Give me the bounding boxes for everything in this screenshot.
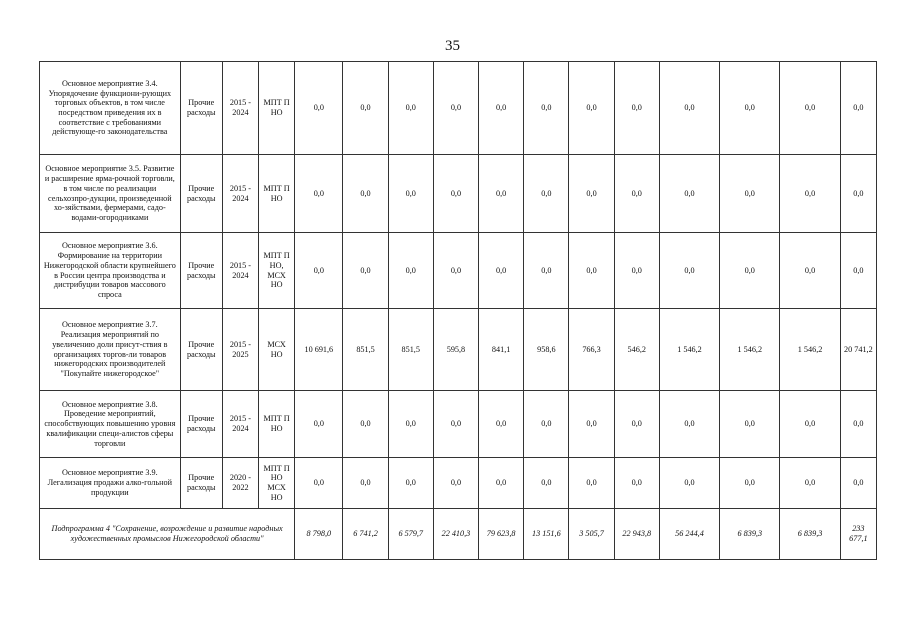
value-cell: 0,0 (614, 458, 659, 509)
table-row (40, 391, 877, 458)
value-cell: 0,0 (720, 233, 780, 309)
value-cell: 851,5 (388, 309, 433, 391)
value-cell: 0,0 (388, 458, 433, 509)
executor: МПТ П НО, МСХ НО (259, 233, 295, 309)
value-cell: 851,5 (343, 309, 388, 391)
value-cell: 0,0 (614, 233, 659, 309)
subprogram-value-cell: 8 798,0 (295, 509, 343, 560)
expense-type: Прочие расходы (180, 155, 222, 233)
value-cell: 0,0 (780, 62, 840, 155)
value-cell: 0,0 (659, 155, 719, 233)
value-cell: 595,8 (433, 309, 478, 391)
value-cell: 0,0 (433, 155, 478, 233)
subprogram-value-cell: 6 741,2 (343, 509, 388, 560)
executor: МПТ П НО (259, 391, 295, 458)
budget-table (39, 61, 877, 560)
value-cell: 0,0 (388, 62, 433, 155)
expense-type: Прочие расходы (180, 458, 222, 509)
value-cell: 0,0 (720, 62, 780, 155)
value-cell: 0,0 (388, 233, 433, 309)
value-cell: 0,0 (720, 155, 780, 233)
executor: МПТ П НО МСХ НО (259, 458, 295, 509)
value-cell: 0,0 (524, 391, 569, 458)
table-row (40, 155, 877, 233)
value-cell: 0,0 (479, 62, 524, 155)
value-cell: 0,0 (524, 458, 569, 509)
table-row (40, 233, 877, 309)
subprogram-row (40, 509, 877, 560)
value-cell: 546,2 (614, 309, 659, 391)
value-cell: 0,0 (295, 391, 343, 458)
subprogram-value-cell: 6 579,7 (388, 509, 433, 560)
subprogram-value-cell: 79 623,8 (479, 509, 524, 560)
value-cell: 0,0 (569, 458, 614, 509)
value-cell: 0,0 (659, 458, 719, 509)
value-cell: 0,0 (479, 391, 524, 458)
value-cell: 0,0 (720, 391, 780, 458)
value-cell: 0,0 (840, 391, 876, 458)
value-cell: 0,0 (295, 458, 343, 509)
value-cell: 0,0 (840, 62, 876, 155)
value-cell: 0,0 (524, 62, 569, 155)
value-cell: 0,0 (295, 155, 343, 233)
subprogram-value-cell: 3 505,7 (569, 509, 614, 560)
table-row (40, 309, 877, 391)
value-cell: 0,0 (479, 458, 524, 509)
activity-name: Основное мероприятие 3.9. Легализация продажи алко-гольной продукции (40, 458, 181, 509)
subprogram-value-cell: 56 244,4 (659, 509, 719, 560)
value-cell: 0,0 (569, 233, 614, 309)
executor: МПТ П НО (259, 155, 295, 233)
activity-name: Основное мероприятие 3.5. Развитие и расширение ярма-рочной торговли, в том числе по реализации сельхозпро-дукции, произведенной хо-зяйствами, фермерами, садо-водами-огородниками (40, 155, 181, 233)
value-cell: 841,1 (479, 309, 524, 391)
value-cell: 0,0 (840, 458, 876, 509)
value-cell: 0,0 (780, 155, 840, 233)
value-cell: 0,0 (780, 391, 840, 458)
value-cell: 0,0 (343, 391, 388, 458)
period: 2020 - 2022 (222, 458, 258, 509)
subprogram-value-cell: 22 943,8 (614, 509, 659, 560)
value-cell: 0,0 (614, 62, 659, 155)
value-cell: 0,0 (569, 155, 614, 233)
value-cell: 0,0 (433, 458, 478, 509)
activity-name: Основное мероприятие 3.8. Проведение мероприятий, способствующих повышению уровня квалификации специ-алистов сферы торговли (40, 391, 181, 458)
value-cell: 0,0 (524, 155, 569, 233)
period: 2015 - 2025 (222, 309, 258, 391)
value-cell: 0,0 (840, 233, 876, 309)
value-cell: 0,0 (569, 391, 614, 458)
subprogram-name: Подпрограмма 4 "Сохранение, возрождение и развитие народных художественных промыслов Нижегородской области" (40, 509, 295, 560)
value-cell: 0,0 (659, 62, 719, 155)
value-cell: 0,0 (295, 233, 343, 309)
value-cell: 0,0 (720, 458, 780, 509)
period: 2015 - 2024 (222, 155, 258, 233)
subprogram-value-cell: 6 839,3 (720, 509, 780, 560)
value-cell: 0,0 (659, 391, 719, 458)
expense-type: Прочие расходы (180, 62, 222, 155)
page-number: 35 (445, 38, 460, 54)
executor: МСХ НО (259, 309, 295, 391)
value-cell: 20 741,2 (840, 309, 876, 391)
value-cell: 0,0 (479, 155, 524, 233)
subprogram-value-cell: 233 677,1 (840, 509, 876, 560)
value-cell: 0,0 (433, 233, 478, 309)
expense-type: Прочие расходы (180, 309, 222, 391)
subprogram-value-cell: 6 839,3 (780, 509, 840, 560)
value-cell: 958,6 (524, 309, 569, 391)
activity-name: Основное мероприятие 3.4. Упорядочение функциони-рующих торговых объектов, в том числе посредством приведения их в соответствие с требованиями действующе-го законодательства (40, 62, 181, 155)
value-cell: 0,0 (614, 391, 659, 458)
value-cell: 0,0 (569, 62, 614, 155)
value-cell: 0,0 (780, 458, 840, 509)
value-cell: 1 546,2 (780, 309, 840, 391)
value-cell: 1 546,2 (659, 309, 719, 391)
value-cell: 0,0 (614, 155, 659, 233)
period: 2015 - 2024 (222, 233, 258, 309)
subprogram-value-cell: 22 410,3 (433, 509, 478, 560)
subprogram-value-cell: 13 151,6 (524, 509, 569, 560)
value-cell: 0,0 (780, 233, 840, 309)
period: 2015 - 2024 (222, 391, 258, 458)
expense-type: Прочие расходы (180, 233, 222, 309)
value-cell: 0,0 (343, 62, 388, 155)
executor: МПТ П НО (259, 62, 295, 155)
table-row (40, 458, 877, 509)
value-cell: 0,0 (388, 155, 433, 233)
activity-name: Основное мероприятие 3.7. Реализация мероприятий по увеличению доли присут-ствия в организациях торгов-ли товаров нижегородских производителей "Покупайте нижегородское" (40, 309, 181, 391)
table-row (40, 62, 877, 155)
value-cell: 1 546,2 (720, 309, 780, 391)
value-cell: 0,0 (433, 62, 478, 155)
value-cell: 10 691,6 (295, 309, 343, 391)
value-cell: 0,0 (479, 233, 524, 309)
value-cell: 0,0 (343, 233, 388, 309)
value-cell: 0,0 (433, 391, 478, 458)
value-cell: 0,0 (524, 233, 569, 309)
value-cell: 0,0 (295, 62, 343, 155)
period: 2015 - 2024 (222, 62, 258, 155)
activity-name: Основное мероприятие 3.6. Формирование на территории Нижегородской области крупнейшего в России центра производства и дистрибуции товаров массового спроса (40, 233, 181, 309)
value-cell: 766,3 (569, 309, 614, 391)
value-cell: 0,0 (343, 155, 388, 233)
value-cell: 0,0 (343, 458, 388, 509)
value-cell: 0,0 (659, 233, 719, 309)
expense-type: Прочие расходы (180, 391, 222, 458)
value-cell: 0,0 (388, 391, 433, 458)
value-cell: 0,0 (840, 155, 876, 233)
